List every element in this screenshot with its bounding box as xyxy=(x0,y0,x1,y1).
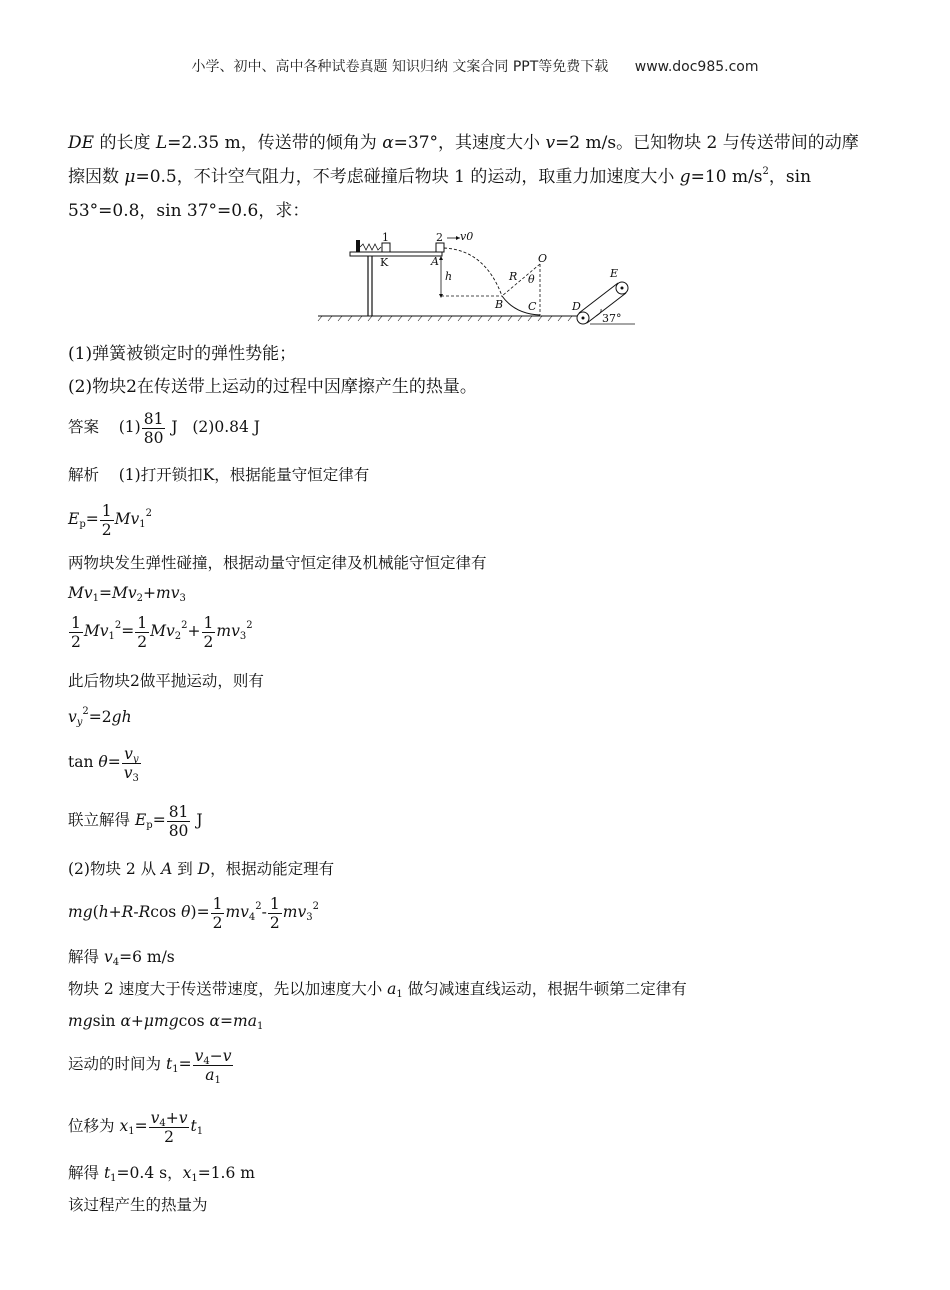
solution-step-1: (1)打开锁扣K，根据能量守恒定律有 xyxy=(118,466,370,484)
solution-line-1 xyxy=(68,464,369,486)
fig-label-k: K xyxy=(380,256,389,269)
solution-step-5: (2)物块 2 从 A 到 D，根据动能定理有 xyxy=(68,860,335,878)
solution-step-11: 该过程产生的热量为 xyxy=(68,1196,208,1214)
answer-part2: (2)0.84 J xyxy=(192,418,260,436)
fig-label-block2: 2 xyxy=(436,231,443,244)
solution-step-3: 此后物块2做平抛运动，则有 xyxy=(68,672,264,690)
fig-label-b: B xyxy=(495,298,504,311)
answer-part1-unit: J xyxy=(171,418,178,436)
answer-line xyxy=(68,408,260,447)
fig-label-o: O xyxy=(538,252,548,265)
fig-label-angle: 37° xyxy=(602,312,622,325)
fig-label-theta: θ xyxy=(528,273,535,286)
question-1: (1)弹簧被锁定时的弹性势能； xyxy=(68,344,297,364)
formula-time: 运动的时间为 $t_1=$ $\frac{v_4-v}{a_1}$ xyxy=(68,1046,232,1086)
solution-step-6: 解得 $v_4=6$ m/s xyxy=(68,948,175,968)
problem-line-1: DE 的长度 L=2.35 m，传送带的倾角为 α=37°，其速度大小 v=2 m/s。已知物块 2 与传送带间的动摩 xyxy=(68,133,859,153)
page-header xyxy=(0,56,950,76)
header-text: 小学、初中、高中各种试卷真题 知识归纳 文案合同 PPT等免费下载 xyxy=(191,59,609,75)
fig-label-v0: v0 xyxy=(460,230,474,243)
answer-part1-fraction: $\frac{81}{80}$ xyxy=(143,409,164,447)
formula-work-energy: mg(h+R-Rcos θ)= $\frac{1}{2}$ $mv_4^2-$ $\frac{1}{2}$ $mv_3^2$ xyxy=(68,894,319,932)
formula-vy: $v_y^2=2gh$ xyxy=(68,706,132,728)
header-site: www.doc985.com xyxy=(634,59,759,75)
fig-label-r: R xyxy=(509,270,518,283)
formula-newton: mgsin α+μmgcos $\alpha=ma_1$ xyxy=(68,1012,264,1032)
answer-part1-prefix: (1) xyxy=(118,418,141,436)
formula-energy: $\frac{1}{2}$ $Mv_1^2=$ $\frac{1}{2}$ $Mv_2^2+$ $\frac{1}{2}$ $mv_3^2$ xyxy=(71,613,253,651)
fig-label-d: D xyxy=(572,300,581,313)
solution-step-7: 物块 2 速度大于传送带速度，先以加速度大小 $a_1$ 做匀减速直线运动，根据牛顿第二定律有 xyxy=(68,980,687,1000)
formula-displacement: 位移为 $x_1=$ $\frac{v_4+v}{2}$ $t_1$ xyxy=(68,1108,204,1146)
physics-figure xyxy=(310,228,640,328)
problem-line-2: 擦因数 μ=0.5，不计空气阻力，不考虑碰撞后物块 1 的运动，取重力加速度大小 g=10 $m/s^2$，sin xyxy=(68,166,812,187)
answer-label: 答案 xyxy=(68,418,100,436)
solution-step-4-line: 联立解得 $E_p=$ $\frac{81}{80}$ J xyxy=(68,802,203,840)
fig-label-c: C xyxy=(528,300,537,313)
fig-label-h: h xyxy=(445,270,453,283)
fig-label-a: A xyxy=(431,255,439,268)
solution-step-2: 两物块发生弹性碰撞，根据动量守恒定律及机械能守恒定律有 xyxy=(68,554,487,572)
problem-line-3: 53°=0.8，sin 37°=0.6，求： xyxy=(68,201,310,221)
formula-momentum: $Mv_1=Mv_2+mv_3$ xyxy=(68,584,186,604)
fig-label-e: E xyxy=(610,267,619,280)
formula-ep: $E_p=$ $\frac{1}{2}$ $Mv_1^2$ xyxy=(68,501,152,539)
question-2: (2)物块2在传送带上运动的过程中因摩擦产生的热量。 xyxy=(68,377,477,397)
solution-step-4: 联立解得 xyxy=(68,811,131,829)
solution-step-10: 解得 $t_1=0.4$ s，$x_1=1.6$ m xyxy=(68,1164,255,1184)
fig-label-block1: 1 xyxy=(382,231,389,244)
solution-label: 解析 xyxy=(68,466,100,484)
formula-tan: tan θ= $\frac{v_y}{v_3}$ xyxy=(68,744,139,784)
